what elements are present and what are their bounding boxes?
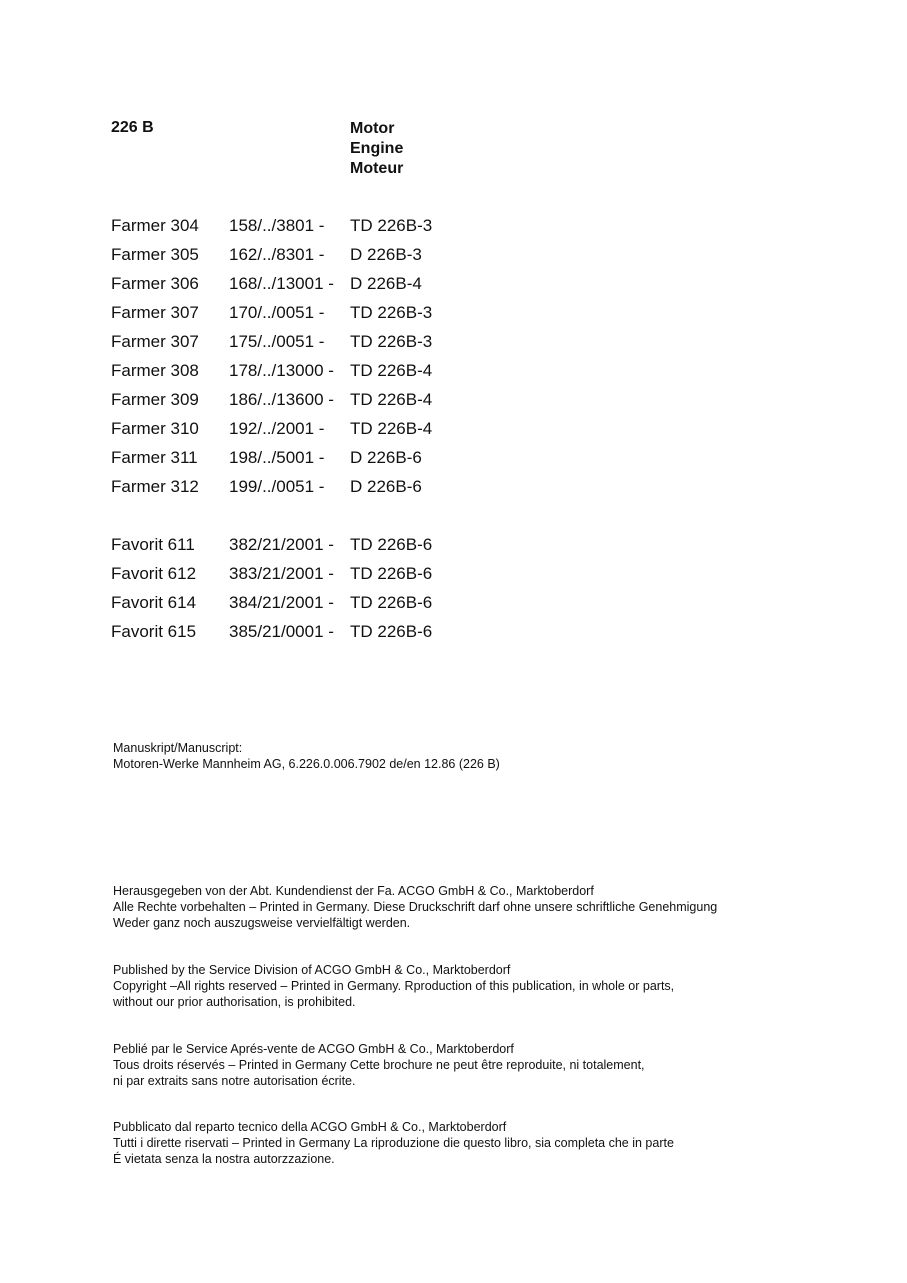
serial-cell: 186/../13600 - xyxy=(229,390,334,409)
notice-line: Pubblicato dal reparto tecnico della ACGO GmbH & Co., Marktoberdorf xyxy=(113,1120,507,1134)
engine-cell: TD 226B-6 xyxy=(350,593,433,612)
table-row xyxy=(111,332,511,361)
notice-line: É vietata senza la nostra autorzzazione. xyxy=(113,1152,335,1166)
notice-line: Published by the Service Division of ACGO GmbH & Co., Marktoberdorf xyxy=(113,963,511,977)
model-cell: Favorit 614 xyxy=(111,593,197,612)
table-row xyxy=(111,448,511,477)
notice-line: Weder ganz noch auszugsweise vervielfältigt werden. xyxy=(113,916,411,930)
engine-cell: TD 226B-4 xyxy=(350,419,433,438)
engine-cell: D 226B-6 xyxy=(350,477,422,496)
engine-cell: TD 226B-4 xyxy=(350,390,433,409)
model-cell: Favorit 612 xyxy=(111,564,197,583)
table-row xyxy=(111,245,511,274)
serial-cell: 383/21/2001 - xyxy=(229,564,334,583)
engine-cell: TD 226B-6 xyxy=(350,564,433,583)
table-row xyxy=(111,535,511,564)
table-row xyxy=(111,274,511,303)
model-cell: Favorit 611 xyxy=(111,535,195,554)
serial-cell: 178/../13000 - xyxy=(229,361,334,380)
engine-cell: TD 226B-3 xyxy=(350,216,433,235)
serial-cell: 384/21/2001 - xyxy=(229,593,334,612)
title-fr: Moteur xyxy=(350,160,404,177)
table-row xyxy=(111,361,511,390)
model-code: 226 B xyxy=(111,119,154,136)
engine-cell: TD 226B-3 xyxy=(350,303,433,322)
notice-line: ni par extraits sans notre autorisation écrite. xyxy=(113,1074,356,1088)
serial-cell: 382/21/2001 - xyxy=(229,535,334,554)
table-row xyxy=(111,477,511,506)
model-cell: Farmer 306 xyxy=(111,274,199,293)
serial-cell: 170/../0051 - xyxy=(229,303,325,322)
manuscript-block xyxy=(113,740,500,772)
model-cell: Farmer 312 xyxy=(111,477,199,496)
notice-line: Tous droits réservés – Printed in Germany Cette brochure ne peut être reproduite, ni totalement, xyxy=(113,1058,645,1072)
notice-english xyxy=(113,962,674,1010)
notice-french xyxy=(113,1041,645,1089)
notice-line: Copyright –All rights reserved – Printed in Germany. Rproduction of this publication, in whole or parts, xyxy=(113,979,675,993)
table-row xyxy=(111,303,511,332)
table-row xyxy=(111,593,511,622)
model-cell: Farmer 309 xyxy=(111,390,199,409)
section-titles xyxy=(350,119,403,179)
model-cell: Farmer 304 xyxy=(111,216,199,235)
engine-cell: TD 226B-6 xyxy=(350,622,433,641)
serial-cell: 192/../2001 - xyxy=(229,419,325,438)
notice-line: Peblié par le Service Aprés-vente de ACGO GmbH & Co., Marktoberdorf xyxy=(113,1042,514,1056)
serial-cell: 168/../13001 - xyxy=(229,274,334,293)
serial-cell: 199/../0051 - xyxy=(229,477,325,496)
serial-cell: 385/21/0001 - xyxy=(229,622,334,641)
notice-german xyxy=(113,883,717,931)
model-cell: Farmer 307 xyxy=(111,303,199,322)
table-row xyxy=(111,419,511,448)
model-cell: Farmer 310 xyxy=(111,419,199,438)
manuscript-text: Motoren-Werke Mannheim AG, 6.226.0.006.7902 de/en 12.86 (226 B) xyxy=(113,757,500,771)
model-cell: Farmer 307 xyxy=(111,332,199,351)
serial-cell: 158/../3801 - xyxy=(229,216,325,235)
notice-line: Tutti i dirette riservati – Printed in Germany La riproduzione die questo libro, sia completa che in parte xyxy=(113,1136,674,1150)
engine-cell: TD 226B-3 xyxy=(350,332,433,351)
engine-cell: TD 226B-6 xyxy=(350,535,433,554)
model-cell: Farmer 311 xyxy=(111,448,198,467)
engine-cell: D 226B-4 xyxy=(350,274,422,293)
notice-line: Alle Rechte vorbehalten – Printed in Germany. Diese Druckschrift darf ohne unsere schriftliche Genehmigung xyxy=(113,900,718,914)
serial-cell: 162/../8301 - xyxy=(229,245,325,264)
model-cell: Farmer 308 xyxy=(111,361,199,380)
notice-line: Herausgegeben von der Abt. Kundendienst der Fa. ACGO GmbH & Co., Marktoberdorf xyxy=(113,884,594,898)
model-cell: Farmer 305 xyxy=(111,245,199,264)
title-en: Engine xyxy=(350,140,404,157)
engine-cell: TD 226B-4 xyxy=(350,361,433,380)
engine-cell: D 226B-3 xyxy=(350,245,422,264)
table-row xyxy=(111,564,511,593)
engine-cell: D 226B-6 xyxy=(350,448,422,467)
title-de: Motor xyxy=(350,120,395,137)
notice-italian xyxy=(113,1119,674,1167)
table-row xyxy=(111,622,511,651)
table-row xyxy=(111,390,511,419)
serial-cell: 175/../0051 - xyxy=(229,332,325,351)
manuscript-label: Manuskript/Manuscript: xyxy=(113,741,243,755)
table-row xyxy=(111,216,511,245)
model-cell: Favorit 615 xyxy=(111,622,197,641)
serial-cell: 198/../5001 - xyxy=(229,448,325,467)
notice-line: without our prior authorisation, is prohibited. xyxy=(113,995,356,1009)
